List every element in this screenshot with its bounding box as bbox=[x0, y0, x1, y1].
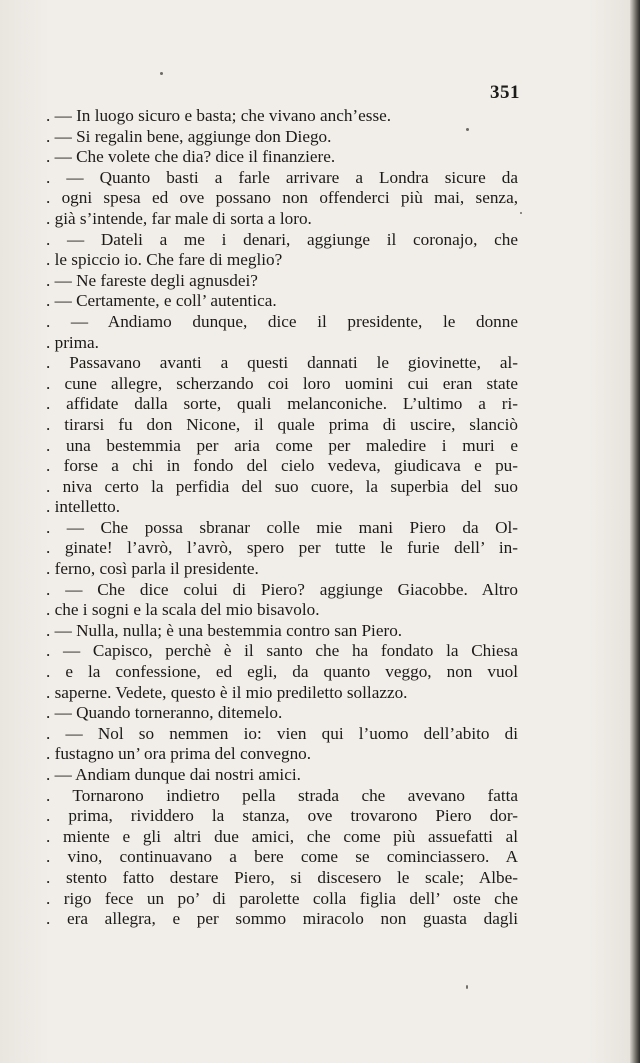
text-line: . era allegra, e per sommo miracolo non guasta dagli bbox=[46, 909, 518, 929]
text-line: . niva certo la perfidia del suo cuore, la superbia del suo bbox=[46, 476, 518, 496]
text-line: . — Quando torneranno, ditemelo. bbox=[46, 703, 283, 723]
text-line: . — Che possa sbranar colle mie mani Piero da Ol- bbox=[46, 517, 518, 537]
text-line: . — Andiamo dunque, dice il presidente, le donne bbox=[46, 311, 518, 331]
text-line: . vino, continuavano a bere come se cominciassero. A bbox=[46, 847, 518, 867]
page-edge-shadow bbox=[630, 0, 640, 1063]
text-line: . — Che dice colui di Piero? aggiunge Giacobbe. Altro bbox=[46, 579, 518, 599]
text-line: . — Dateli a me i denari, aggiunge il coronajo, che bbox=[46, 229, 518, 249]
text-line: . già s’intende, far male di sorta a loro. bbox=[46, 208, 312, 228]
text-line: . — Si regalin bene, aggiunge don Diego. bbox=[46, 126, 332, 146]
text-line: . saperne. Vedete, questo è il mio prediletto sollazzo. bbox=[46, 682, 408, 702]
text-line: . intelletto. bbox=[46, 497, 120, 517]
text-line: . e la confessione, ed egli, da quanto veggo, non vuol bbox=[46, 662, 518, 682]
text-line: . Passavano avanti a questi dannati le giovinette, al- bbox=[46, 353, 518, 373]
text-line: . prima, rividdero la stanza, ove trovarono Piero dor- bbox=[46, 806, 518, 826]
text-line: . fustagno un’ ora prima del convegno. bbox=[46, 744, 312, 764]
text-line: . ferno, così parla il presidente. bbox=[46, 559, 259, 579]
text-line: . — Capisco, perchè è il santo che ha fondato la Chiesa bbox=[46, 641, 518, 661]
page-number: 351 bbox=[490, 82, 520, 103]
text-line: . le spiccio io. Che fare di meglio? bbox=[46, 250, 283, 270]
text-line: . — Andiam dunque dai nostri amici. bbox=[46, 765, 301, 784]
text-line: . — Quanto basti a farle arrivare a Londra sicure da bbox=[46, 167, 518, 187]
text-line: . — Certamente, e coll’ autentica. bbox=[46, 291, 277, 311]
text-line: . stento fatto destare Piero, si discesero le scale; Albe- bbox=[46, 867, 518, 887]
text-line: . — Nol so nemmen io: vien qui l’uomo dell’abito di bbox=[46, 723, 518, 743]
body-text bbox=[46, 106, 518, 930]
paper-speck bbox=[160, 72, 163, 75]
text-line: . una bestemmia per aria come per maledire i muri e bbox=[46, 435, 518, 455]
text-line: . prima. bbox=[46, 332, 99, 352]
text-line: . ginate! l’avrò, l’avrò, spero per tutte le furie dell’ in- bbox=[46, 538, 518, 558]
text-line: . — Ne fareste degli agnusdei? bbox=[46, 270, 258, 290]
text-line: . Tornarono indietro pella strada che avevano fatta bbox=[46, 785, 518, 805]
text-line: . tirarsi fu don Nicone, il quale prima di uscire, slanciò bbox=[46, 414, 518, 434]
text-line: . affidate dalla sorte, quali melanconiche. L’ultimo a ri- bbox=[46, 394, 518, 414]
text-line: . miente e gli altri due amici, che come più assuefatti al bbox=[46, 826, 518, 846]
text-line: . forse a chi in fondo del cielo vedeva, giudicava e pu- bbox=[46, 456, 518, 476]
text-line: . — Che volete che dia? dice il finanziere. bbox=[46, 147, 336, 167]
text-line: . — Nulla, nulla; è una bestemmia contro san Piero. bbox=[46, 620, 403, 640]
text-line: . — In luogo sicuro e basta; che vivano anch’esse. bbox=[46, 106, 392, 125]
paper-speck bbox=[520, 212, 522, 214]
text-line: . ogni spesa ed ove possano non offenderci più mai, senza, bbox=[46, 188, 518, 208]
text-line: . rigo fece un po’ di parolette colla figlia dell’ oste che bbox=[46, 888, 518, 908]
text-line: . che i sogni e la scala del mio bisavolo. bbox=[46, 600, 320, 620]
text-line: . cune allegre, scherzando coi loro uomini cui eran state bbox=[46, 373, 518, 393]
paper-speck bbox=[466, 985, 468, 989]
